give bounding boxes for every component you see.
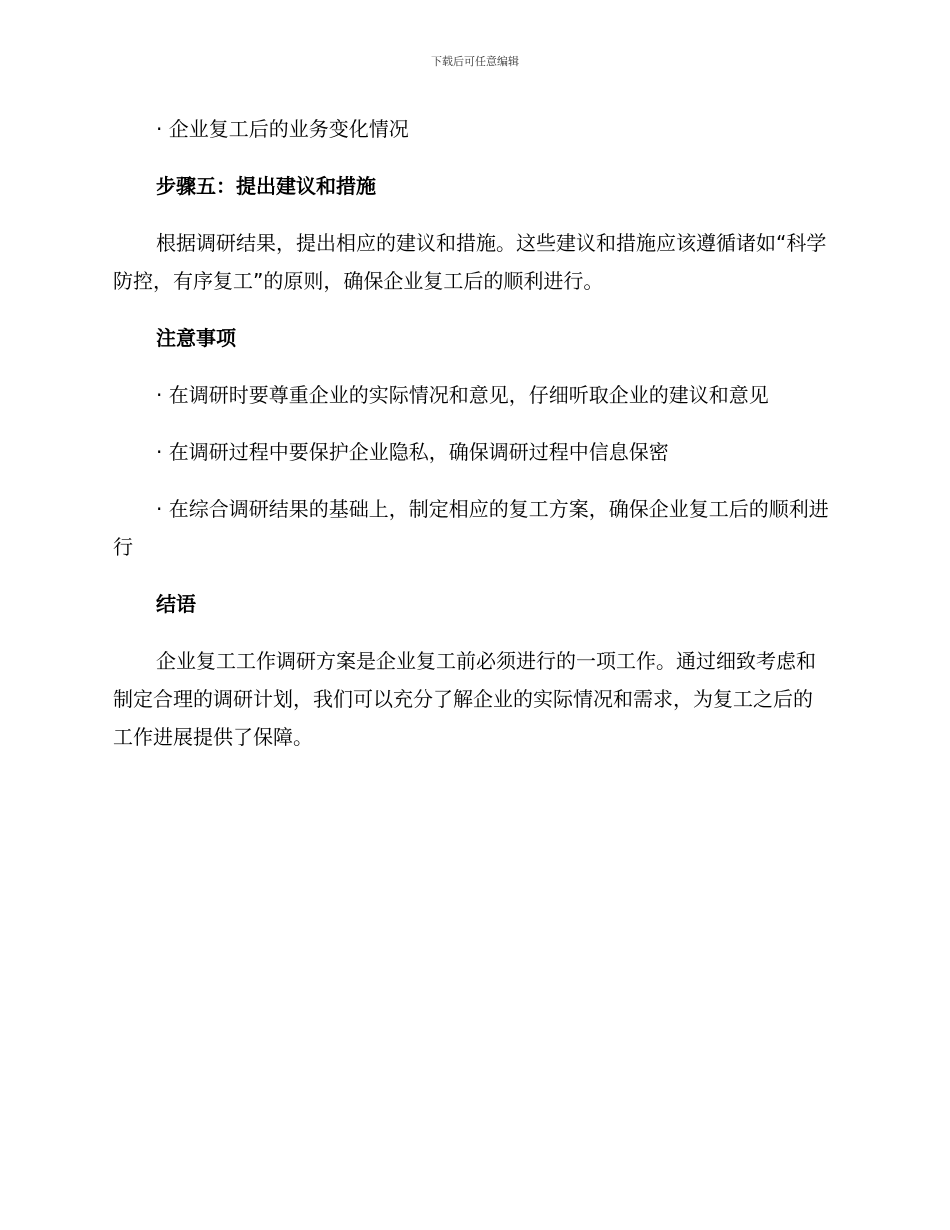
paragraph-suggestions: 根据调研结果，提出相应的建议和措施。这些建议和措施应该遵循诸如“科学防控，有序复工”的原则，确保企业复工后的顺利进行。 [113,231,827,293]
bullet-resumption-plan: · 在综合调研结果的基础上，制定相应的复工方案，确保企业复工后的顺利进行 [113,497,829,559]
bullet-protect-privacy: · 在调研过程中要保护企业隐私，确保调研过程中信息保密 [156,440,669,464]
document-body [113,110,831,775]
heading-conclusion: 结语 [156,592,196,616]
heading-notes: 注意事项 [156,326,236,350]
heading-step-five: 步骤五：提出建议和措施 [156,174,376,198]
bullet-business-changes: · 企业复工后的业务变化情况 [156,117,409,141]
page-header: 下载后可任意编辑 [431,55,519,68]
paragraph-conclusion: 企业复工工作调研方案是企业复工前必须进行的一项工作。通过细致考虑和制定合理的调研计划，我们可以充分了解企业的实际情况和需求，为复工之后的工作进展提供了保障。 [113,649,816,749]
bullet-respect-enterprise: · 在调研时要尊重企业的实际情况和意见，仔细听取企业的建议和意见 [156,383,769,407]
